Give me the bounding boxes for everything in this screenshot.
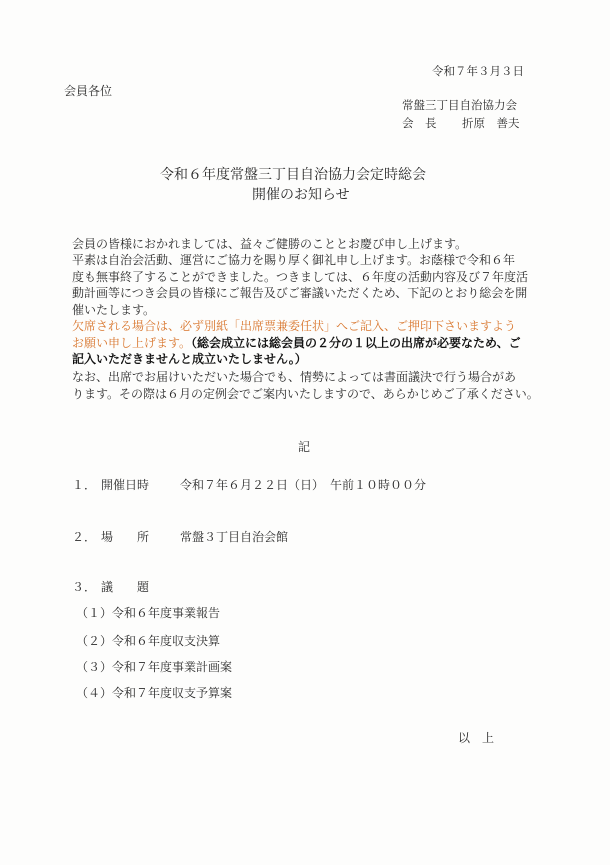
item-label-agenda: 議 題 — [101, 580, 150, 594]
paragraph-line: 動計画等につき会員の皆様にご報告及びご審議いただくため、下記のとおり総会を開 — [72, 286, 528, 300]
paragraph-greeting — [72, 236, 540, 253]
item-value-date: 令和７年６月２２日（日） 午前１０時００分 — [180, 478, 427, 492]
agenda-item: （４）令和７年度収支予算案 — [76, 686, 233, 700]
absence-instruction: 欠席される場合は、必ず別紙「出席票兼委任状」へご記入、ご押印下さいますよう — [72, 319, 517, 333]
document-title: 令和６年度常盤三丁目自治協力会定時総会 — [160, 167, 426, 183]
agenda-item: （１）令和６年度事業報告 — [76, 606, 221, 620]
organization-name: 常盤三丁目自治協力会 — [402, 98, 517, 112]
recipient: 会員各位 — [64, 84, 113, 98]
paragraph-announcement — [72, 252, 540, 318]
paragraph-written-resolution — [72, 369, 540, 402]
item-number: ２． — [72, 530, 97, 544]
item-label-date: 開催日時 — [101, 478, 150, 492]
paragraph-line: 催いたします。 — [72, 302, 156, 317]
item-value-place: 常盤３丁目自治会館 — [180, 530, 289, 544]
paragraph-line: 平素は自治会活動、運営にご協力を賜り厚く御礼申し上げます。お蔭様で令和６年 — [72, 253, 516, 267]
ki-heading: 記 — [298, 440, 311, 454]
paragraph-line: ります。その際は６月の定例会でご案内いたしますので、あらかじめご了承ください。 — [72, 386, 539, 401]
quorum-note: （総会成立には総会員の２分の１以上の出席が必要なため、ご — [191, 335, 521, 350]
paragraph-absence-notice — [72, 318, 540, 368]
item-number: １． — [72, 478, 97, 492]
signer — [402, 116, 520, 130]
document-subtitle: 開催のお知らせ — [252, 187, 350, 203]
paragraph-line: なお、出席でお届けいただいた場合でも、情勢によっては書面議決で行う場合があ — [72, 370, 517, 384]
item-label-place: 場 所 — [101, 530, 150, 544]
agenda-item: （３）令和７年度事業計画案 — [76, 660, 233, 674]
paragraph-line: 会員の皆様におかれましては、益々ご健勝のこととお慶び申し上げます。 — [72, 237, 468, 251]
item-number: ３． — [72, 580, 97, 594]
signer-name: 折原 善夫 — [462, 116, 520, 130]
document-date: 令和７年３月３日 — [432, 64, 524, 78]
absence-instruction-end: お願い申し上げます。 — [72, 335, 192, 350]
agenda-item: （２）令和６年度収支決算 — [76, 634, 221, 648]
paragraph-line: 度も無事終了することができました。つきましては、６年度の活動内容及び７年度活 — [72, 269, 529, 284]
signer-role: 会 長 — [402, 116, 437, 130]
closing-mark: 以 上 — [458, 731, 495, 745]
quorum-note-end: 記入いただきませんと成立いたしません。） — [72, 352, 307, 366]
